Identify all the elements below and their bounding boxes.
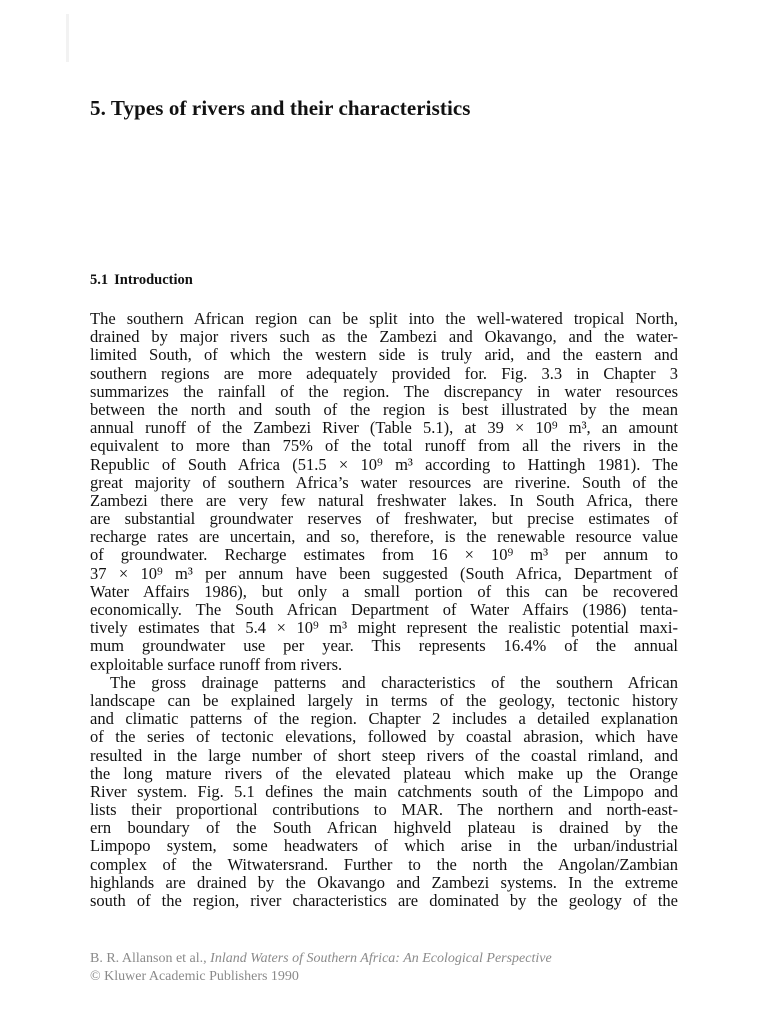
body-line: between the north and south of the region is best illustrated by the mean xyxy=(90,399,678,419)
body-line: are substantial groundwater reserves of freshwater, but precise estimates of xyxy=(90,509,678,529)
citation-line xyxy=(90,950,552,968)
body-line: drained by major rivers such as the Zambezi and Okavango, and the water- xyxy=(90,327,678,347)
body-line: highlands are drained by the Okavango and Zambezi systems. In the extreme xyxy=(90,872,678,892)
chapter-title: 5. Types of rivers and their characteristics xyxy=(90,96,471,120)
section-title: Introduction xyxy=(114,272,193,288)
body-line: The southern African region can be split into the well-watered tropical North, xyxy=(90,309,678,328)
body-line: economically. The South African Department of Water Affairs (1986) tenta- xyxy=(90,600,678,619)
body-line: limited South, of which the western side is truly arid, and the eastern and xyxy=(90,345,678,365)
body-line: The gross drainage patterns and characteristics of the southern African xyxy=(110,672,678,692)
margin-mark xyxy=(66,14,69,62)
body-line: annual runoff of the Zambezi River (Table 5.1), at 39 × 10⁹ m³, an amount xyxy=(90,418,678,438)
body-line: of the series of tectonic elevations, followed by coastal abrasion, which have xyxy=(90,727,678,747)
section-number: 5.1 xyxy=(90,272,109,288)
section-heading xyxy=(90,272,193,289)
body-line: exploitable surface runoff from rivers. xyxy=(90,654,343,674)
body-line: Water Affairs 1986), but only a small portion of this can be recovered xyxy=(90,581,678,601)
body-line: of groundwater. Recharge estimates from 16 × 10⁹ m³ per annum to xyxy=(90,545,678,565)
body-line: Zambezi there are very few natural freshwater lakes. In South Africa, there xyxy=(90,490,678,510)
body-line: great majority of southern Africa’s water resources are riverine. South of the xyxy=(90,472,678,492)
body-line: summarizes the rainfall of the region. The discrepancy in water resources xyxy=(90,381,678,401)
body-line: south of the region, river characteristics are dominated by the geology of the xyxy=(90,891,678,910)
body-line: the long mature rivers of the elevated plateau which make up the Orange xyxy=(90,763,678,783)
body-line: ern boundary of the South African highveld plateau is drained by the xyxy=(90,818,678,838)
body-text xyxy=(90,310,678,910)
page-footer xyxy=(90,950,552,986)
citation-authors: B. R. Allanson et al., xyxy=(90,951,211,966)
body-line: equivalent to more than 75% of the total runoff from all the rivers in the xyxy=(90,436,678,456)
body-line: resulted in the large number of short steep rivers of the coastal rimland, and xyxy=(90,745,678,765)
body-line: and climatic patterns of the region. Chapter 2 includes a detailed explanation xyxy=(90,709,678,729)
body-line: tively estimates that 5.4 × 10⁹ m³ might represent the realistic potential maxi- xyxy=(90,618,678,638)
body-line: landscape can be explained largely in terms of the geology, tectonic history xyxy=(90,690,678,710)
citation-book-title: Inland Waters of Southern Africa: An Ecological Perspective xyxy=(210,951,552,966)
body-line: complex of the Witwatersrand. Further to the north the Angolan/Zambian xyxy=(90,854,678,874)
body-line: recharge rates are uncertain, and so, therefore, is the renewable resource value xyxy=(90,527,678,547)
body-line: Republic of South Africa (51.5 × 10⁹ m³ according to Hattingh 1981). The xyxy=(90,454,678,474)
body-line: mum groundwater use per year. This represents 16.4% of the annual xyxy=(90,636,678,656)
body-line: lists their proportional contributions to MAR. The northern and north-east- xyxy=(90,800,678,820)
body-line: River system. Fig. 5.1 defines the main catchments south of the Limpopo and xyxy=(90,781,678,801)
body-line: southern regions are more adequately provided for. Fig. 3.3 in Chapter 3 xyxy=(90,363,678,383)
body-line: 37 × 10⁹ m³ per annum have been suggested (South Africa, Department of xyxy=(90,563,678,583)
body-line: Limpopo system, some headwaters of which arise in the urban/industrial xyxy=(90,836,678,856)
copyright-line: © Kluwer Academic Publishers 1990 xyxy=(90,969,299,984)
